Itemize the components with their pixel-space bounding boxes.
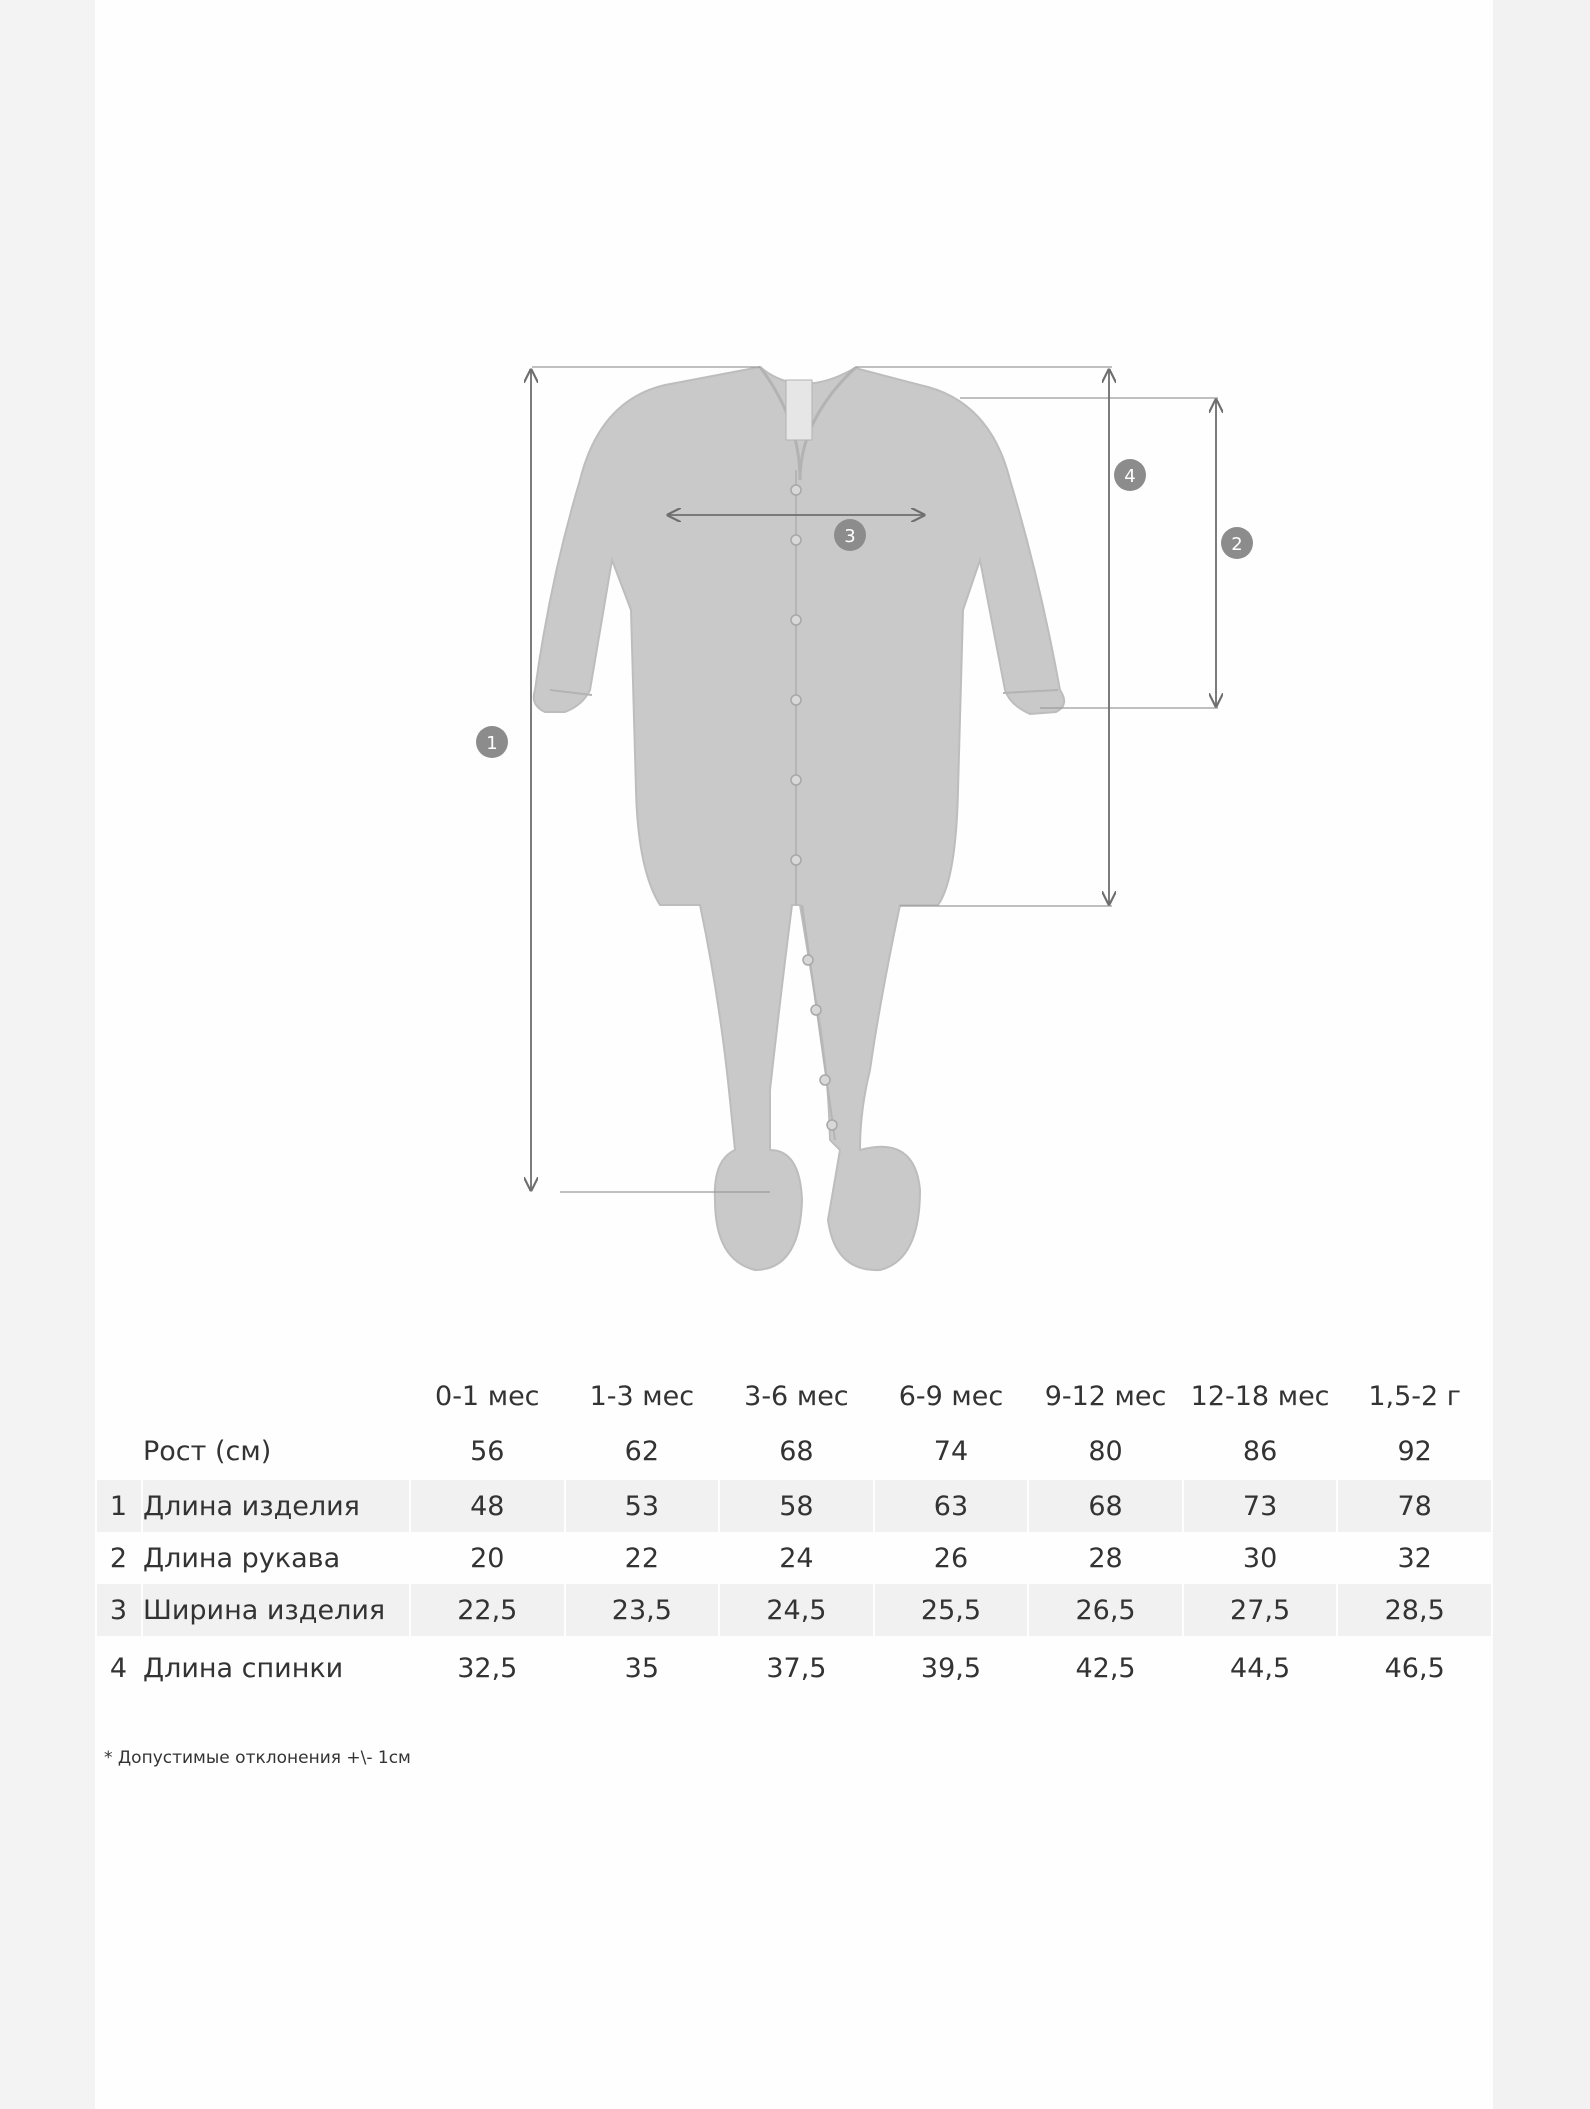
table-cell: 22 (624, 1542, 660, 1574)
marker-2 (1221, 527, 1253, 559)
table-cell: 35 (624, 1652, 660, 1684)
table-row-height (97, 1422, 1491, 1480)
table-cell: 44,5 (1230, 1652, 1291, 1684)
table-cell: 80 (1088, 1435, 1123, 1467)
table-cell: 92 (1397, 1435, 1432, 1467)
table-cell: 68 (1029, 1480, 1182, 1532)
column-header: 1,5-2 г (1368, 1380, 1461, 1412)
column-header: 6-9 мес (898, 1380, 1004, 1412)
column-header: 9-12 мес (1044, 1380, 1167, 1412)
row-label: Длина изделия (143, 1480, 409, 1532)
table-cell: 68 (779, 1435, 814, 1467)
table-row-width (97, 1584, 1491, 1636)
table-cell: 46,5 (1384, 1652, 1445, 1684)
row-number: 4 (109, 1652, 127, 1684)
table-cell: 24,5 (720, 1584, 873, 1636)
row-number: 3 (97, 1584, 141, 1636)
row-label: Длина спинки (143, 1652, 344, 1684)
svg-text:1: 1 (486, 733, 498, 754)
table-cell: 62 (624, 1435, 660, 1467)
table-cell: 28 (1088, 1542, 1123, 1574)
column-header: 3-6 мес (744, 1380, 849, 1412)
table-cell: 28,5 (1338, 1584, 1491, 1636)
table-cell: 27,5 (1184, 1584, 1337, 1636)
table-cell: 39,5 (920, 1652, 982, 1684)
row-label: Длина рукава (143, 1542, 341, 1574)
table-cell: 58 (720, 1480, 873, 1532)
table-cell: 24 (779, 1542, 814, 1574)
table-cell: 26 (933, 1542, 969, 1574)
table-cell: 20 (470, 1542, 505, 1574)
header-blank (143, 1370, 409, 1422)
sleepsuit-illustration (534, 367, 1064, 1270)
table-cell: 22,5 (411, 1584, 564, 1636)
column-header: 0-1 мес (435, 1380, 540, 1412)
table-cell: 56 (470, 1435, 505, 1467)
marker-3 (834, 519, 866, 551)
header-blank (97, 1370, 141, 1422)
table-cell: 37,5 (766, 1652, 827, 1684)
marker-1 (476, 726, 508, 758)
table-cell: 86 (1242, 1435, 1278, 1467)
table-cell: 30 (1242, 1542, 1278, 1574)
column-header: 1-3 мес (589, 1380, 695, 1412)
row-number: 2 (109, 1542, 127, 1574)
table-row-back (97, 1636, 1491, 1700)
table-cell: 32,5 (457, 1652, 518, 1684)
table-cell: 25,5 (875, 1584, 1028, 1636)
table-cell: 48 (411, 1480, 564, 1532)
row-number: 1 (97, 1480, 141, 1532)
tolerance-footnote: * Допустимые отклонения +\- 1см (104, 1748, 411, 1768)
column-header: 12-18 мес (1190, 1380, 1330, 1412)
table-cell: 78 (1338, 1480, 1491, 1532)
table-cell: 42,5 (1075, 1652, 1136, 1684)
svg-text:4: 4 (1124, 466, 1136, 487)
row-label: Ширина изделия (143, 1584, 409, 1636)
svg-text:2: 2 (1231, 534, 1243, 555)
table-cell: 32 (1397, 1542, 1432, 1574)
table-cell: 53 (566, 1480, 719, 1532)
table-cell: 63 (875, 1480, 1028, 1532)
table-cell: 23,5 (566, 1584, 719, 1636)
row-number (97, 1422, 141, 1480)
table-cell: 73 (1184, 1480, 1337, 1532)
size-table (95, 1370, 1493, 1700)
row-label: Рост (см) (143, 1435, 272, 1467)
size-header-row (97, 1370, 1491, 1422)
table-row-sleeve (97, 1532, 1491, 1584)
table-cell: 26,5 (1029, 1584, 1182, 1636)
table-row-length (97, 1480, 1491, 1532)
marker-4 (1114, 459, 1146, 491)
svg-text:3: 3 (844, 526, 856, 547)
table-cell: 74 (933, 1435, 969, 1467)
garment-tag (786, 380, 812, 440)
